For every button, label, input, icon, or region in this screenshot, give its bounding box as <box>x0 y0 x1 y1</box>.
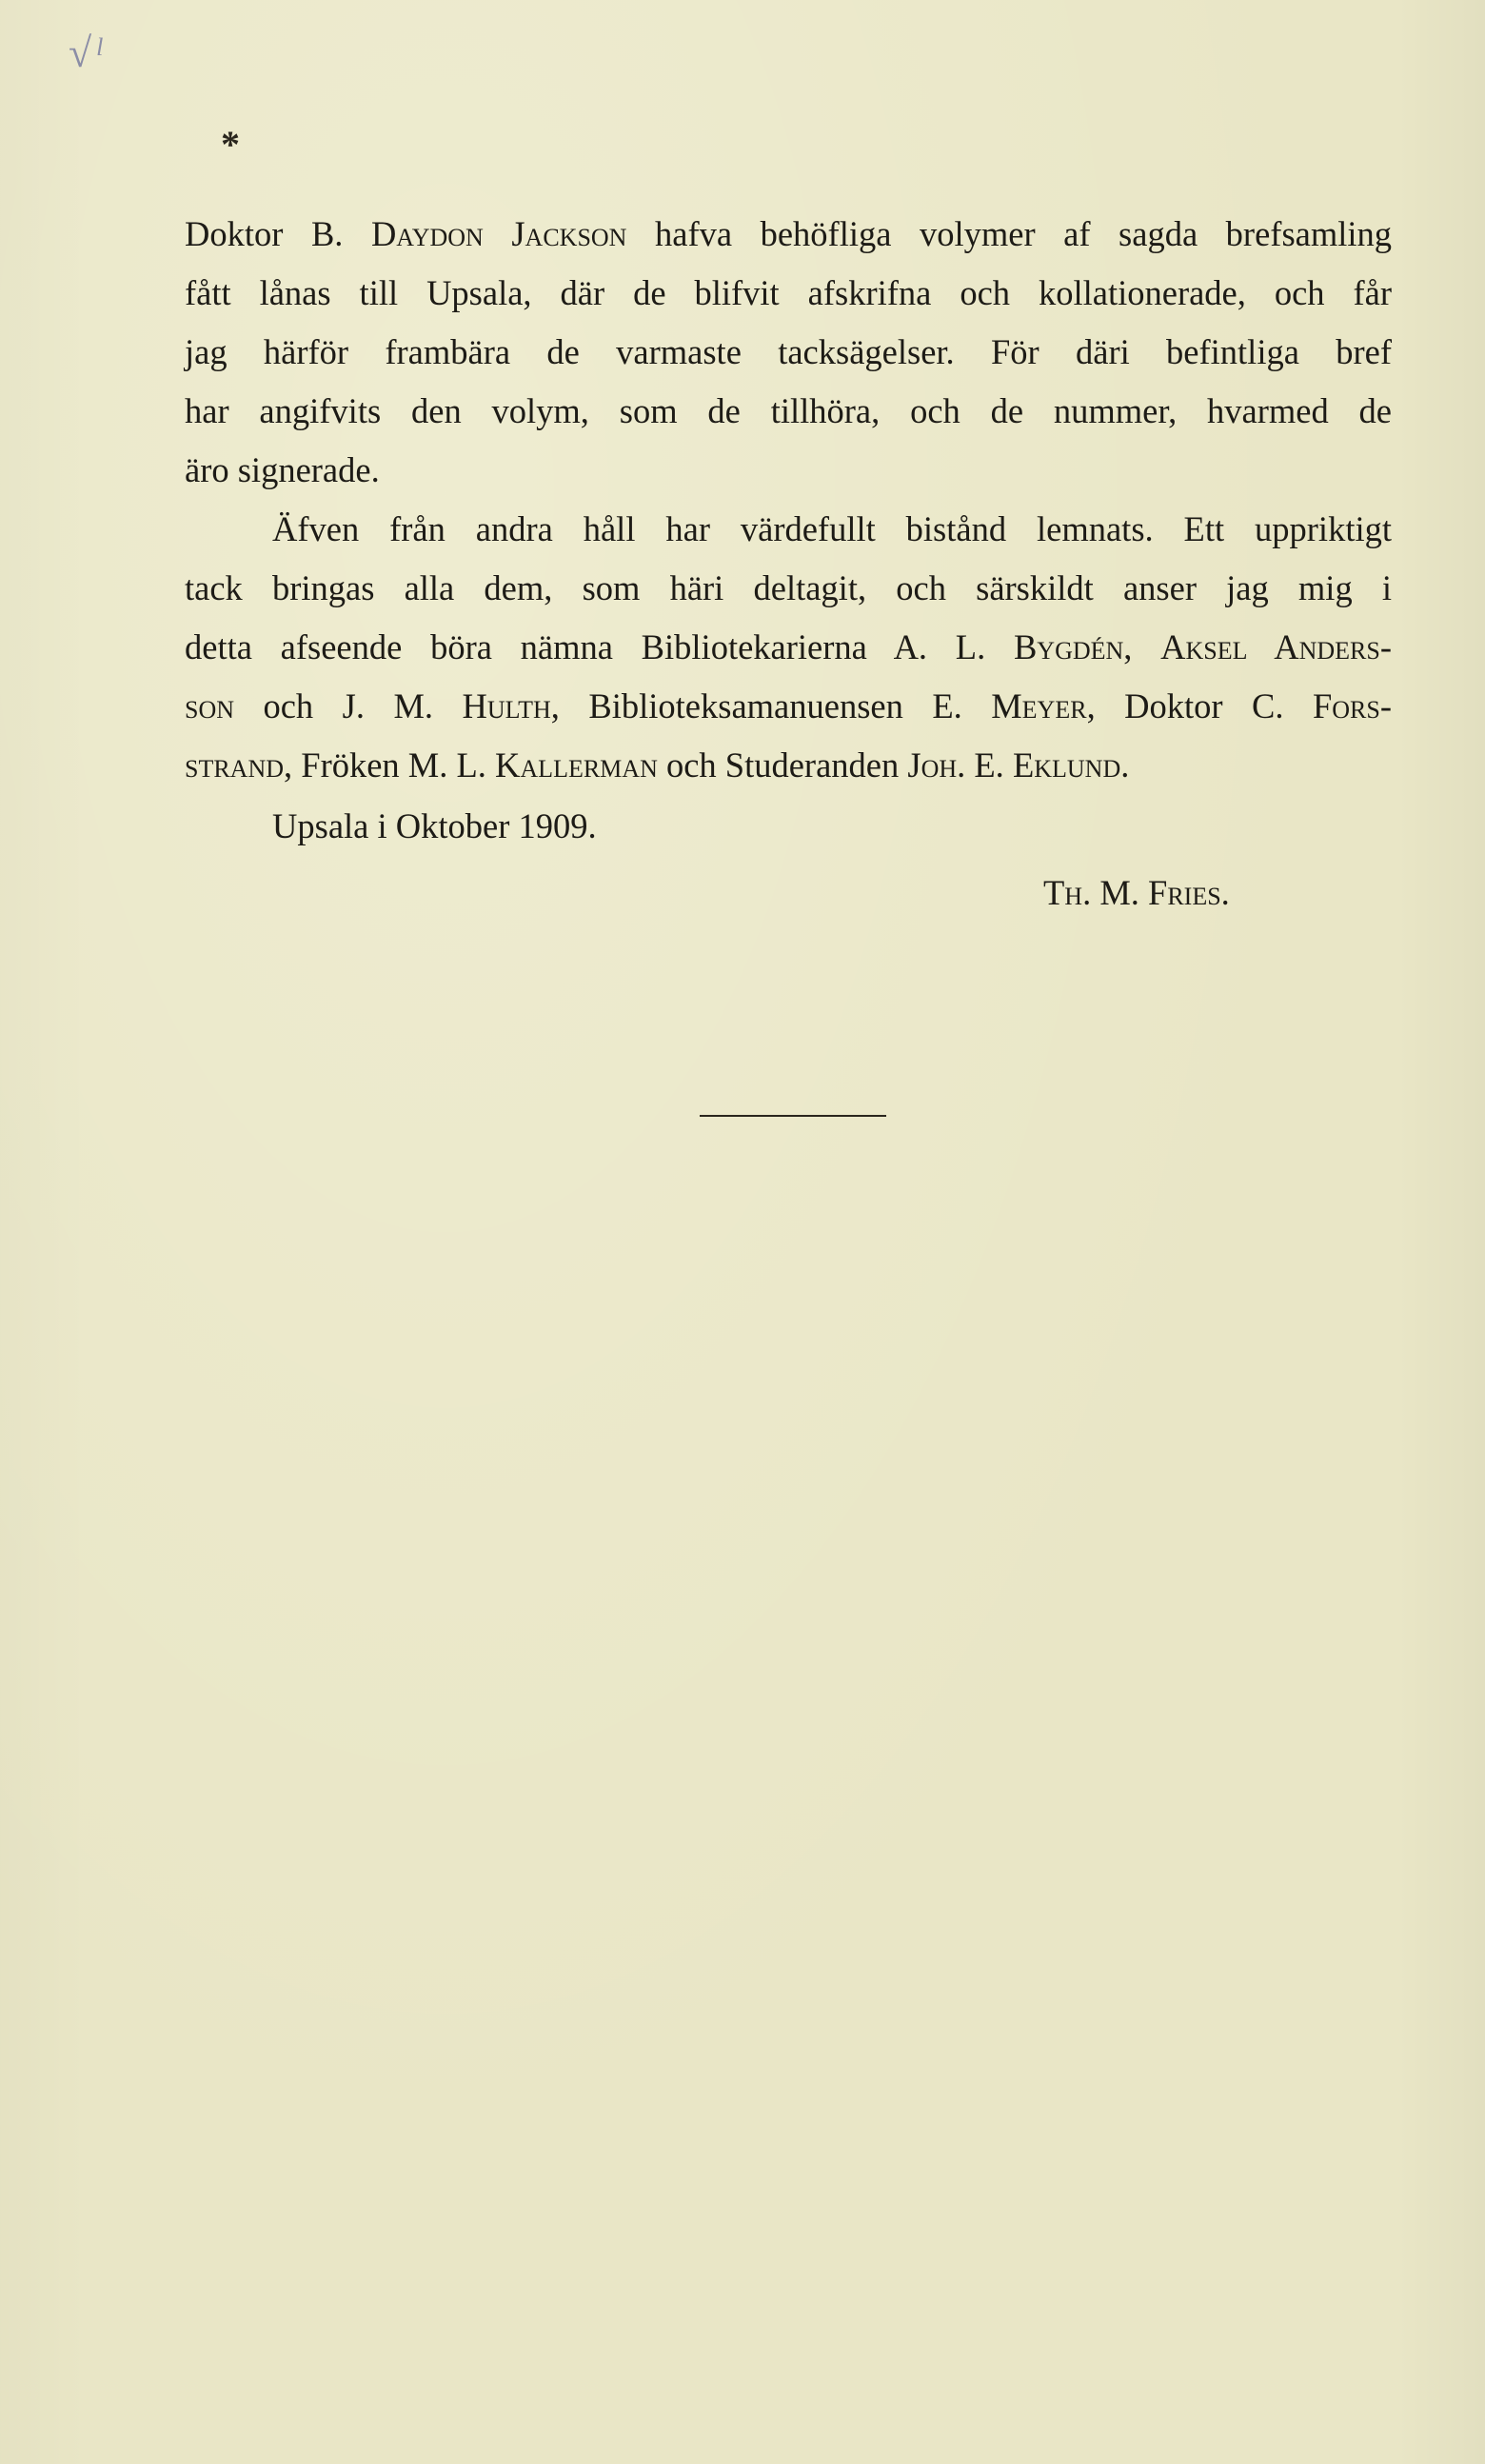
small-caps-name: strand <box>185 745 285 785</box>
text-line <box>185 441 1392 500</box>
text-run: jag härför frambära de varmaste tacksägelser. För däri befintliga bref <box>185 332 1392 371</box>
handwritten-corner-mark: √ˡ <box>69 30 106 76</box>
text-line <box>185 323 1392 382</box>
text-run: och J. M. <box>234 686 463 725</box>
text-run: detta afseende böra nämna Bibliotekarierna A. L. <box>185 627 1014 666</box>
text-line <box>185 382 1392 441</box>
text-line <box>185 205 1392 264</box>
text-run: tack bringas alla dem, som häri deltagit, och särskildt anser jag mig i <box>185 568 1392 607</box>
text-run: Doktor B. <box>185 214 371 253</box>
date-line: Upsala i Oktober 1909. <box>272 806 597 845</box>
text-line <box>185 736 1392 795</box>
small-caps-name: Eklund <box>1012 745 1121 785</box>
text-run: har angifvits den volym, som de tillhöra, och de nummer, hvarmed de <box>185 391 1392 430</box>
small-caps-name: Meyer <box>991 686 1087 725</box>
text-run: . E. <box>957 745 1013 785</box>
divider-rule <box>700 1115 886 1117</box>
text-line <box>185 559 1392 618</box>
paragraph <box>185 205 1392 500</box>
paragraph <box>185 500 1392 795</box>
small-caps-name: Daydon Jackson <box>370 214 627 253</box>
text-run: fått lånas till Upsala, där de blifvit afskrifna och kollationerade, och får <box>185 273 1392 312</box>
text-line <box>185 677 1392 736</box>
small-caps-name: Bygdén <box>1013 627 1124 666</box>
text-run: hafva behöfliga volymer af sagda brefsamling <box>626 214 1393 253</box>
small-caps-name: son <box>185 686 235 725</box>
text-run: , Biblioteksamanuensen E. <box>550 686 992 725</box>
text-line <box>185 264 1392 323</box>
small-caps-name: Hulth <box>462 686 551 725</box>
text-run: , Doktor C. <box>1086 686 1313 725</box>
text-run: . <box>1120 745 1130 785</box>
text-line <box>185 618 1392 677</box>
signature-text: Th. M. Fries. <box>1043 873 1230 912</box>
text-line <box>185 500 1392 559</box>
small-caps-name: Kallerman <box>495 745 658 785</box>
small-caps-name: Joh <box>907 745 958 785</box>
text-run: , <box>1123 627 1161 666</box>
text-block <box>185 205 1392 923</box>
signature <box>185 864 1392 923</box>
text-run: äro signerade. <box>185 450 380 489</box>
text-run: Äfven från andra håll har värdefullt bistånd lemnats. Ett uppriktigt <box>272 509 1392 548</box>
text-run: och Studeranden <box>657 745 908 785</box>
text-run: , Fröken M. L. <box>284 745 496 785</box>
small-caps-name: Fors- <box>1312 686 1393 725</box>
small-caps-name: Aksel Anders- <box>1160 627 1393 666</box>
page-number: * <box>221 123 240 166</box>
paragraphs <box>185 205 1392 795</box>
